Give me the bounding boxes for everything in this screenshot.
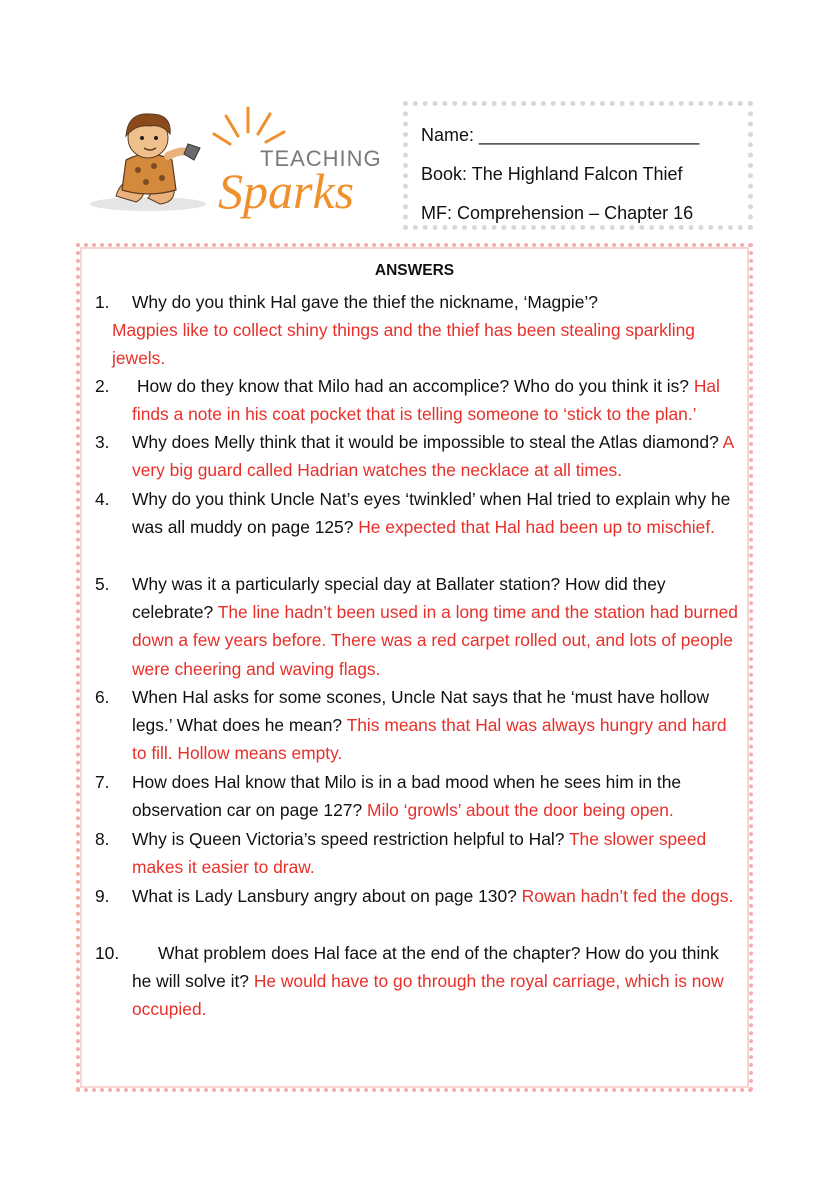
question-text: What is Lady Lansbury angry about on page 130?: [132, 886, 517, 906]
question-number: 7.: [95, 772, 110, 792]
question-number: 8.: [95, 829, 110, 849]
caveman-icon: [88, 104, 398, 222]
answer-text: A very big guard called Hadrian watches the necklace at all times.: [132, 432, 734, 481]
answer-text: Hal finds a note in his coat pocket that is telling someone to ‘stick to the plan.’: [132, 376, 720, 425]
logo-text-sparks: Sparks: [218, 163, 355, 219]
answers-panel: [76, 243, 753, 1092]
question-text: Why is Queen Victoria’s speed restriction helpful to Hal?: [132, 829, 565, 849]
question-item: [95, 372, 740, 428]
question-text: Why does Melly think that it would be impossible to steal the Atlas diamond?: [132, 432, 719, 452]
answer-text: The slower speed makes it easier to draw.: [132, 829, 707, 878]
answer-text: Magpies like to collect shiny things and the thief has been stealing sparkling jewels.: [112, 320, 695, 369]
book-line: Book: The Highland Falcon Thief: [421, 164, 683, 184]
answer-text: He would have to go through the royal carriage, which is now occupied.: [132, 971, 724, 1020]
question-text: Why do you think Uncle Nat’s eyes ‘twinkled’ when Hal tried to explain why he was all muddy on page 125?: [132, 489, 731, 538]
question-item: [95, 882, 740, 910]
question-item: [95, 428, 740, 484]
question-number: 4.: [95, 489, 110, 509]
mf-line: MF: Comprehension – Chapter 16: [421, 203, 694, 223]
question-item: [95, 288, 745, 373]
question-item: [95, 825, 740, 881]
question-text: Why do you think Hal gave the thief the nickname, ‘Magpie’?: [132, 292, 598, 312]
answer-text: This means that Hal was always hungry and hard to fill. Hollow means empty.: [132, 715, 727, 764]
question-number: 6.: [95, 687, 110, 707]
question-item: [95, 485, 740, 541]
answer-text: Rowan hadn’t fed the dogs.: [521, 886, 734, 906]
student-info-box: [403, 101, 753, 230]
question-item: [95, 939, 740, 1024]
answer-text: Milo ‘growls’ about the door being open.: [366, 800, 674, 821]
name-field[interactable]: Name: ______________________: [421, 125, 700, 145]
logo-text-teaching: TEACHING: [260, 146, 382, 171]
question-number: 10.: [95, 943, 120, 963]
teaching-sparks-logo: [88, 104, 398, 222]
question-item: [95, 570, 740, 683]
answer-text: The line hadn’t been used in a long time and the station had burned down a few years before. There was a red carpet rolled out, and lots of people were cheering and waving flags.: [132, 602, 738, 679]
question-text: How do they know that Milo had an accomplice? Who do you think it is?: [137, 376, 689, 396]
question-item: [95, 768, 740, 824]
question-number: 5.: [95, 574, 110, 594]
question-number: 1.: [95, 292, 110, 312]
question-number: 3.: [95, 432, 110, 452]
question-text: What problem does Hal face at the end of the chapter? How do you think he will solve it?: [132, 943, 719, 992]
answers-heading: ANSWERS: [374, 262, 455, 279]
answer-text: He expected that Hal had been up to mischief.: [358, 517, 715, 538]
question-number: 9.: [95, 886, 110, 906]
question-text: Why was it a particularly special day at Ballater station? How did they celebrate?: [132, 574, 666, 623]
question-number: 2.: [95, 376, 110, 396]
question-text: When Hal asks for some scones, Uncle Nat says that he ‘must have hollow legs.’ What does he mean?: [132, 687, 710, 736]
question-text: How does Hal know that Milo is in a bad mood when he sees him in the observation car on page 127?: [132, 772, 682, 821]
question-item: [95, 683, 740, 768]
